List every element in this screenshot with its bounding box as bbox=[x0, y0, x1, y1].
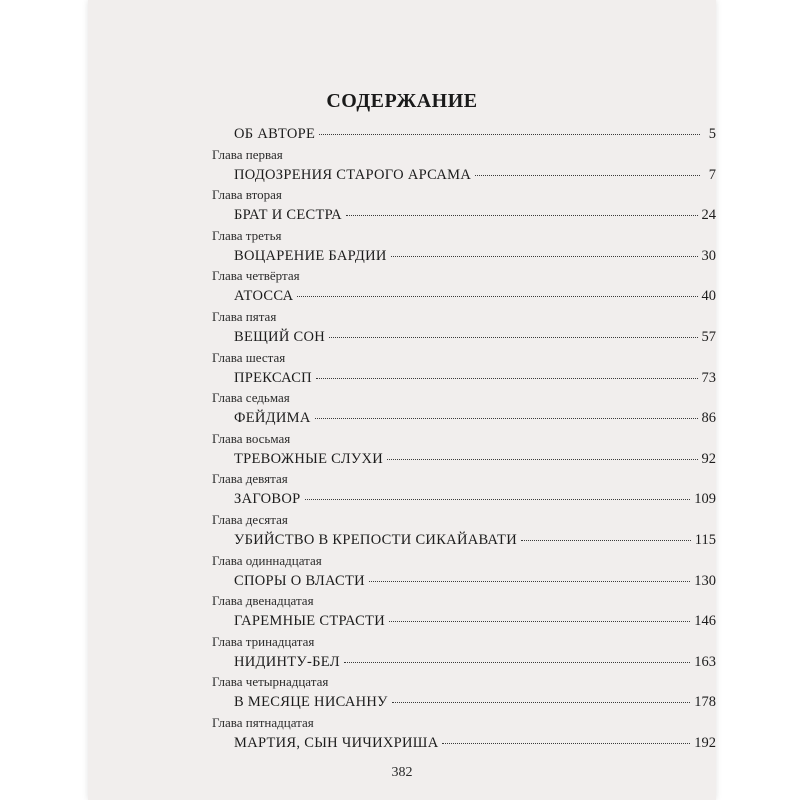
dot-leader bbox=[391, 256, 698, 257]
dot-leader bbox=[329, 337, 697, 338]
chapter-title: В МЕСЯЦЕ НИСАННУ bbox=[234, 694, 388, 711]
chapter-label: Глава двенадцатая bbox=[212, 593, 314, 609]
toc-page-number: 163 bbox=[694, 653, 716, 670]
toc-entry bbox=[234, 207, 716, 224]
toc-entry bbox=[234, 370, 716, 387]
toc-entry bbox=[234, 532, 716, 549]
dot-leader bbox=[442, 743, 690, 744]
chapter-title: СПОРЫ О ВЛАСТИ bbox=[234, 572, 365, 589]
chapter-title: БРАТ И СЕСТРА bbox=[234, 207, 342, 224]
chapter-title: ОБ АВТОРЕ bbox=[234, 126, 316, 142]
chapter-label: Глава четвёртая bbox=[212, 268, 300, 284]
chapter-title: ЗАГОВОР bbox=[234, 491, 301, 508]
toc-page-number: 130 bbox=[694, 572, 716, 589]
toc-entry bbox=[234, 573, 716, 590]
toc-entry bbox=[234, 491, 716, 508]
toc-page-number: 86 bbox=[701, 410, 716, 427]
toc-entry bbox=[234, 613, 716, 630]
toc-page-number: 5 bbox=[708, 126, 716, 142]
toc-entry bbox=[234, 735, 716, 752]
table-of-contents bbox=[88, 0, 716, 800]
dot-leader bbox=[297, 296, 697, 297]
dot-leader bbox=[305, 499, 691, 500]
dot-leader bbox=[346, 215, 698, 216]
chapter-title: УБИЙСТВО В КРЕПОСТИ СИКАЙАВАТИ bbox=[234, 532, 517, 548]
chapter-label: Глава десятая bbox=[212, 512, 288, 527]
dot-leader bbox=[369, 581, 690, 582]
dot-leader bbox=[521, 540, 691, 541]
toc-entry bbox=[234, 329, 716, 346]
toc-page-number: 146 bbox=[694, 613, 716, 630]
chapter-label: Глава четырнадцатая bbox=[212, 674, 329, 690]
dot-leader bbox=[389, 621, 690, 622]
chapter-label: Глава девятая bbox=[212, 471, 288, 487]
chapter-title: НИДИНТУ-БЕЛ bbox=[234, 653, 340, 670]
page-title: СОДЕРЖАНИЕ bbox=[326, 90, 478, 112]
toc-entry bbox=[234, 410, 716, 427]
dot-leader bbox=[315, 418, 698, 419]
toc-entry bbox=[234, 654, 716, 671]
toc-page-number: 57 bbox=[701, 329, 716, 345]
toc-entry bbox=[234, 451, 716, 468]
dot-leader bbox=[316, 378, 698, 379]
chapter-title: ПОДОЗРЕНИЯ СТАРОГО АРСАМА bbox=[234, 166, 472, 183]
chapter-label: Глава пятнадцатая bbox=[212, 715, 314, 730]
toc-page-number: 178 bbox=[694, 694, 716, 711]
chapter-label: Глава шестая bbox=[212, 349, 286, 365]
toc-page-number: 109 bbox=[694, 491, 716, 508]
toc-entry bbox=[234, 167, 716, 184]
toc-page-number: 7 bbox=[708, 166, 716, 183]
toc-page-number: 30 bbox=[701, 247, 716, 264]
chapter-title: ВОЦАРЕНИЕ БАРДИИ bbox=[234, 247, 387, 264]
page-number: 382 bbox=[391, 765, 413, 780]
toc-entry bbox=[234, 288, 716, 305]
dot-leader bbox=[475, 175, 700, 176]
dot-leader bbox=[392, 702, 691, 703]
dot-leader bbox=[319, 134, 700, 135]
chapter-label: Глава третья bbox=[212, 227, 282, 243]
chapter-label: Глава первая bbox=[212, 146, 283, 162]
toc-entry bbox=[234, 694, 716, 711]
book-page bbox=[88, 0, 716, 800]
toc-entry bbox=[234, 126, 716, 143]
toc-page-number: 24 bbox=[701, 207, 716, 224]
chapter-title: ГАРЕМНЫЕ СТРАСТИ bbox=[234, 613, 385, 630]
toc-page-number: 115 bbox=[694, 532, 716, 548]
chapter-title: ТРЕВОЖНЫЕ СЛУХИ bbox=[234, 450, 384, 467]
chapter-title: МАРТИЯ, СЫН ЧИЧИХРИША bbox=[234, 735, 439, 751]
chapter-label: Глава восьмая bbox=[212, 430, 291, 446]
toc-page-number: 73 bbox=[701, 369, 716, 386]
chapter-label: Глава одиннадцатая bbox=[212, 552, 322, 568]
toc-page-number: 92 bbox=[701, 450, 716, 467]
chapter-title: АТОССА bbox=[234, 288, 294, 305]
chapter-label: Глава вторая bbox=[212, 187, 282, 203]
dot-leader bbox=[344, 662, 690, 663]
chapter-title: ПРЕКСАСП bbox=[234, 369, 312, 386]
dot-leader bbox=[387, 459, 697, 460]
chapter-label: Глава седьмая bbox=[212, 390, 290, 406]
toc-page-number: 40 bbox=[701, 288, 716, 305]
chapter-label: Глава тринадцатая bbox=[212, 633, 315, 649]
chapter-title: ВЕЩИЙ СОН bbox=[234, 329, 326, 345]
chapter-label: Глава пятая bbox=[212, 309, 277, 324]
chapter-title: ФЕЙДИМА bbox=[234, 410, 311, 427]
toc-page-number: 192 bbox=[694, 735, 716, 751]
toc-entry bbox=[234, 248, 716, 265]
